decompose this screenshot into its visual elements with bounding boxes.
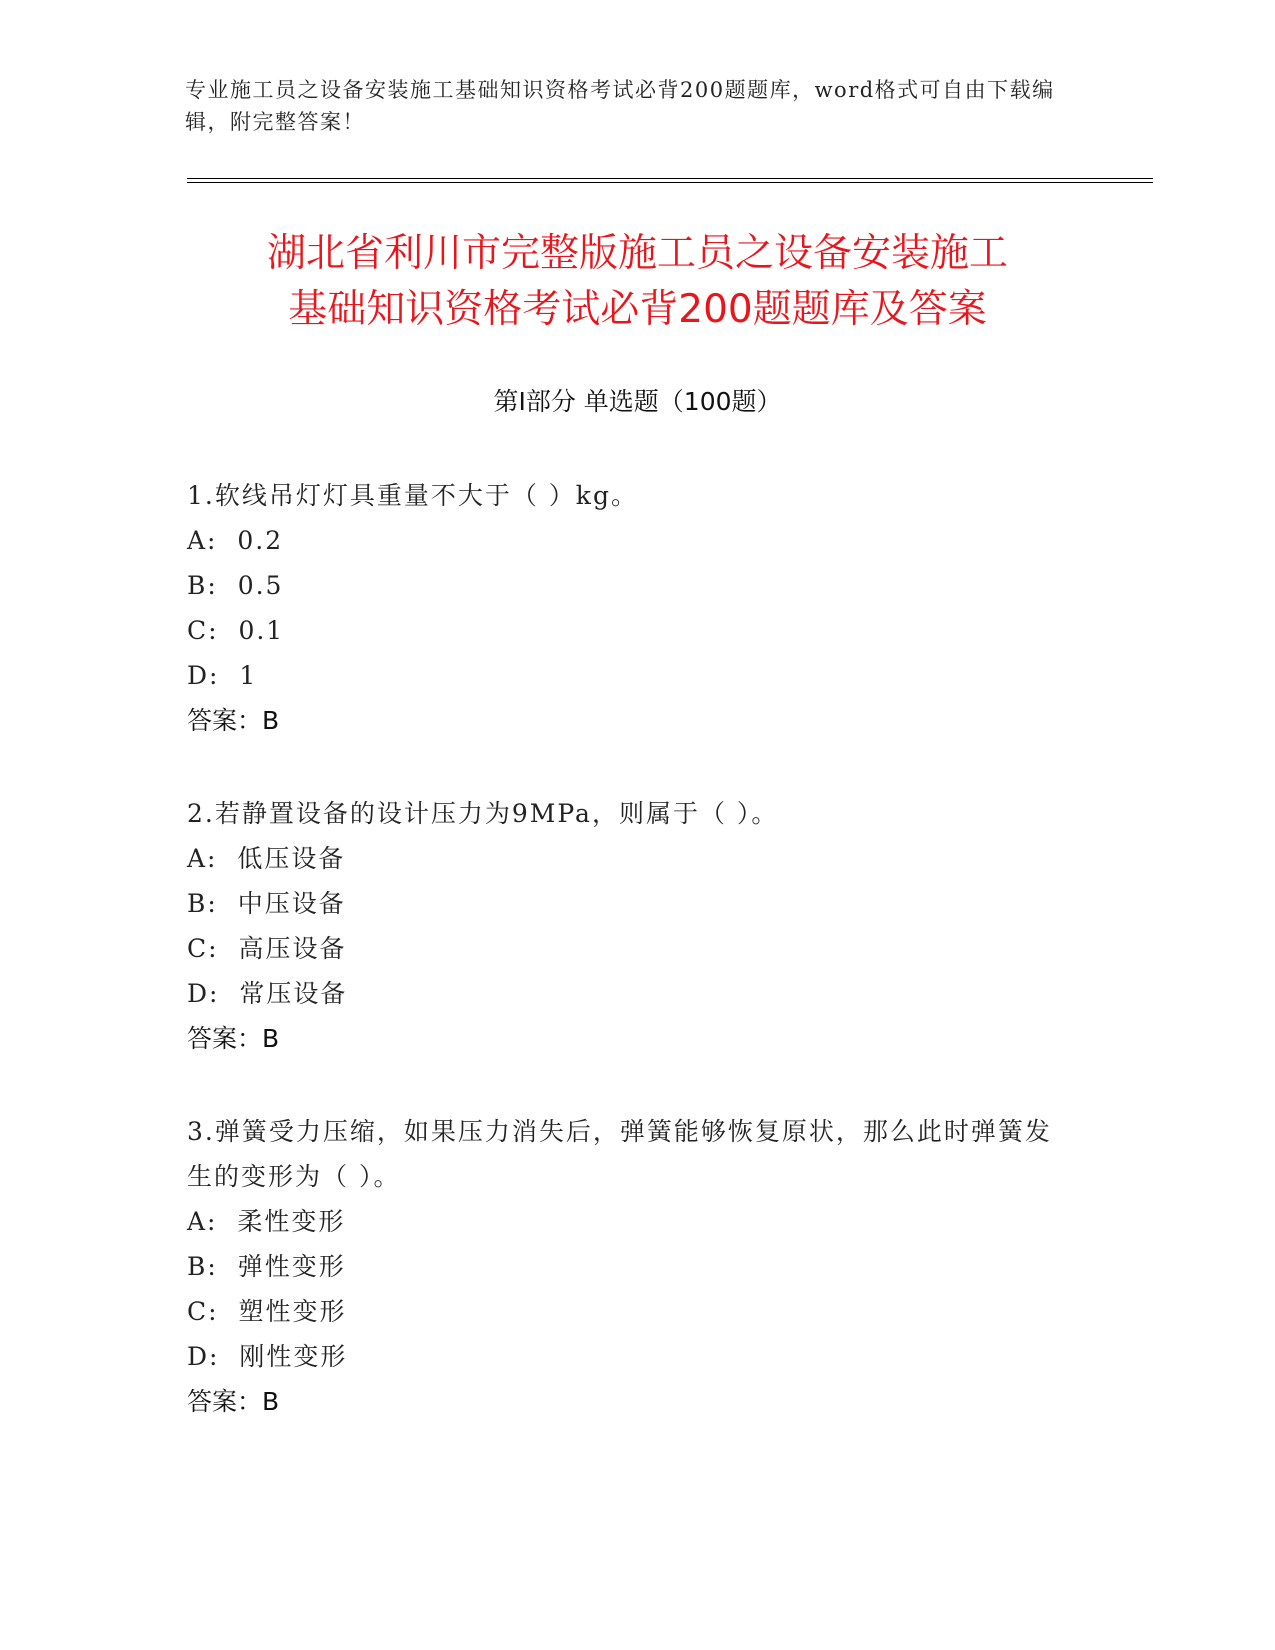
header-note: 专业施工员之设备安装施工基础知识资格考试必背200题题库，word格式可自由下载编辑，附完整答案！ (185, 78, 1055, 134)
option-b: B: 弹性变形 (187, 1252, 346, 1281)
option-c: C: 塑性变形 (187, 1297, 347, 1326)
option-a: A: 0.2 (187, 526, 284, 555)
option-b: B: 中压设备 (187, 889, 346, 918)
answer: 答案：B (187, 1387, 280, 1416)
option-b: B: 0.5 (187, 571, 284, 600)
question-2 (187, 791, 1067, 1061)
question-stem: 2.若静置设备的设计压力为9MPa，则属于（ ）。 (187, 799, 779, 828)
option-d: D: 1 (187, 661, 258, 690)
question-3 (187, 1109, 1067, 1424)
answer: 答案：B (187, 1024, 280, 1053)
option-d: D: 刚性变形 (187, 1342, 348, 1371)
question-stem: 1.软线吊灯灯具重量不大于（ ）kg。 (187, 481, 638, 510)
option-d: D: 常压设备 (187, 979, 348, 1008)
answer: 答案：B (187, 706, 280, 735)
header-divider-top (187, 178, 1153, 179)
option-a: A: 柔性变形 (187, 1207, 346, 1236)
section-heading: 第Ⅰ部分 单选题（100题） (493, 387, 782, 416)
option-c: C: 0.1 (187, 616, 285, 645)
document-title (100, 226, 1175, 338)
option-a: A: 低压设备 (187, 844, 346, 873)
document-title-line-1: 湖北省利川市完整版施工员之设备安装施工 (266, 231, 1008, 276)
question-stem: 3.弹簧受力压缩，如果压力消失后，弹簧能够恢复原状，那么此时弹簧发生的变形为（ ）。 (187, 1117, 1052, 1191)
option-c: C: 高压设备 (187, 934, 347, 963)
question-1 (187, 473, 1067, 743)
header-divider-bottom (187, 182, 1153, 183)
document-title-line-2: 基础知识资格考试必背200题题库及答案 (288, 287, 987, 332)
